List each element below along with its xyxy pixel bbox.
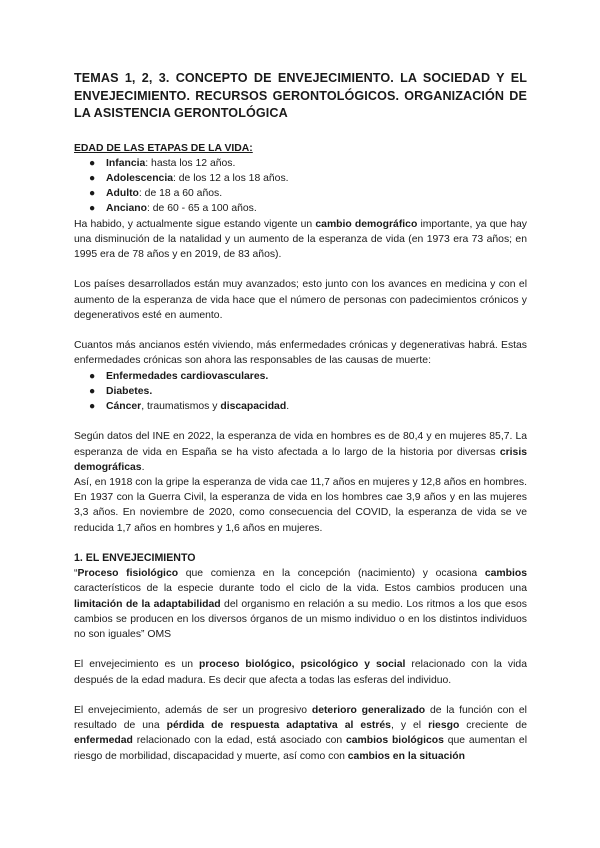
- paragraph-enfermedades: Cuantos más ancianos estén viviendo, más enfermedades crónicas y degenerativas habrá. Estas enfermedades crónicas son ahora las responsables de las causas de muerte:: [74, 340, 527, 367]
- list-item: ● Adulto: de 18 a 60 años.: [74, 186, 527, 201]
- paragraph-paises-desarrollados: Los países desarrollados están muy avanzados; esto junto con los avances en medicina y con el aumento de la esperanza de vida hace que el número de personas con padecimientos crónicos y degenerativos esté en aumento.: [74, 279, 527, 321]
- list-item: ● Cáncer, traumatismos y discapacidad.: [74, 399, 527, 414]
- list-item: ● Infancia: hasta los 12 años.: [74, 156, 527, 171]
- bullet-icon: ●: [89, 157, 96, 169]
- list-item: ● Adolescencia: de los 12 a los 18 años.: [74, 171, 527, 186]
- paragraph-historia: Así, en 1918 con la gripe la esperanza de vida cae 11,7 años en mujeres y 12,8 años en hombres. En 1937 con la Guerra Civil, la esperanza de vida en los hombres cae 3,9 años y en las mujeres 3,3 años. En noviembre de 2020, como consecuencia del COVID, la esperanza de vida se ve reducida 1,7 años en hombres y 1,6 años en mujeres.: [74, 476, 527, 534]
- list-item: ● Enfermedades cardiovasculares.: [74, 369, 527, 384]
- list-item: ● Anciano: de 60 - 65 a 100 años.: [74, 201, 527, 216]
- paragraph-proceso: El envejecimiento es un proceso biológico, psicológico y social relacionado con la vida después de la edad madura. Es decir que afecta a todas las esferas del individuo.: [74, 659, 527, 686]
- paragraph-oms-quote: “Proceso fisiológico que comienza en la concepción (nacimiento) y ocasiona cambios característicos de la especie durante todo el ciclo de la vida. Estos cambios producen una limitación de la adaptabilidad del organismo en relación a su medio. Los ritmos a los que esos cambios se producen en los diversos órganos de un mismo individuo o en los distintos individuos no son iguales” OMS: [74, 568, 527, 640]
- bullet-icon: ●: [89, 370, 96, 382]
- etapas-list: [74, 156, 527, 217]
- bullet-icon: ●: [89, 188, 96, 200]
- etapas-heading: EDAD DE LAS ETAPAS DE LA VIDA:: [74, 142, 253, 154]
- bullet-icon: ●: [89, 172, 96, 184]
- bullet-icon: ●: [89, 203, 96, 215]
- paragraph-deterioro: El envejecimiento, además de ser un progresivo deterioro generalizado de la función con el resultado de una pérdida de respuesta adaptativa al estrés, y el riesgo creciente de enfermedad relacionado con la edad, está asociado con cambios biológicos que aumentan el riesgo de morbilidad, discapacidad y muerte, así como con cambios en la situación: [74, 704, 528, 762]
- causas-list: [74, 369, 527, 415]
- bullet-icon: ●: [89, 400, 96, 412]
- list-item: ● Diabetes.: [74, 384, 527, 399]
- paragraph-ine: Según datos del INE en 2022, la esperanza de vida en hombres es de 80,4 y en mujeres 85,7. La esperanza de vida en España se ha visto afectada a lo largo de la historia por diversas crisis demográficas.: [74, 431, 527, 473]
- document-title: TEMAS 1, 2, 3. CONCEPTO DE ENVEJECIMIENTO. LA SOCIEDAD Y EL ENVEJECIMIENTO. RECURSOS GERONTOLÓGICOS. ORGANIZACIÓN DE LA ASISTENCIA GERONTOLÓGICA: [74, 71, 527, 120]
- document-page: [74, 70, 527, 764]
- bullet-icon: ●: [89, 385, 96, 397]
- paragraph-cambio-demografico: Ha habido, y actualmente sigue estando vigente un cambio demográfico importante, ya que hay una disminución de la natalidad y un aumento de la esperanza de vida (en 1973 era 73 años; en 1995 era de 78 años y en 2019, de 83 años).: [74, 218, 528, 260]
- section-heading-envejecimiento: 1. EL ENVEJECIMIENTO: [74, 551, 196, 564]
